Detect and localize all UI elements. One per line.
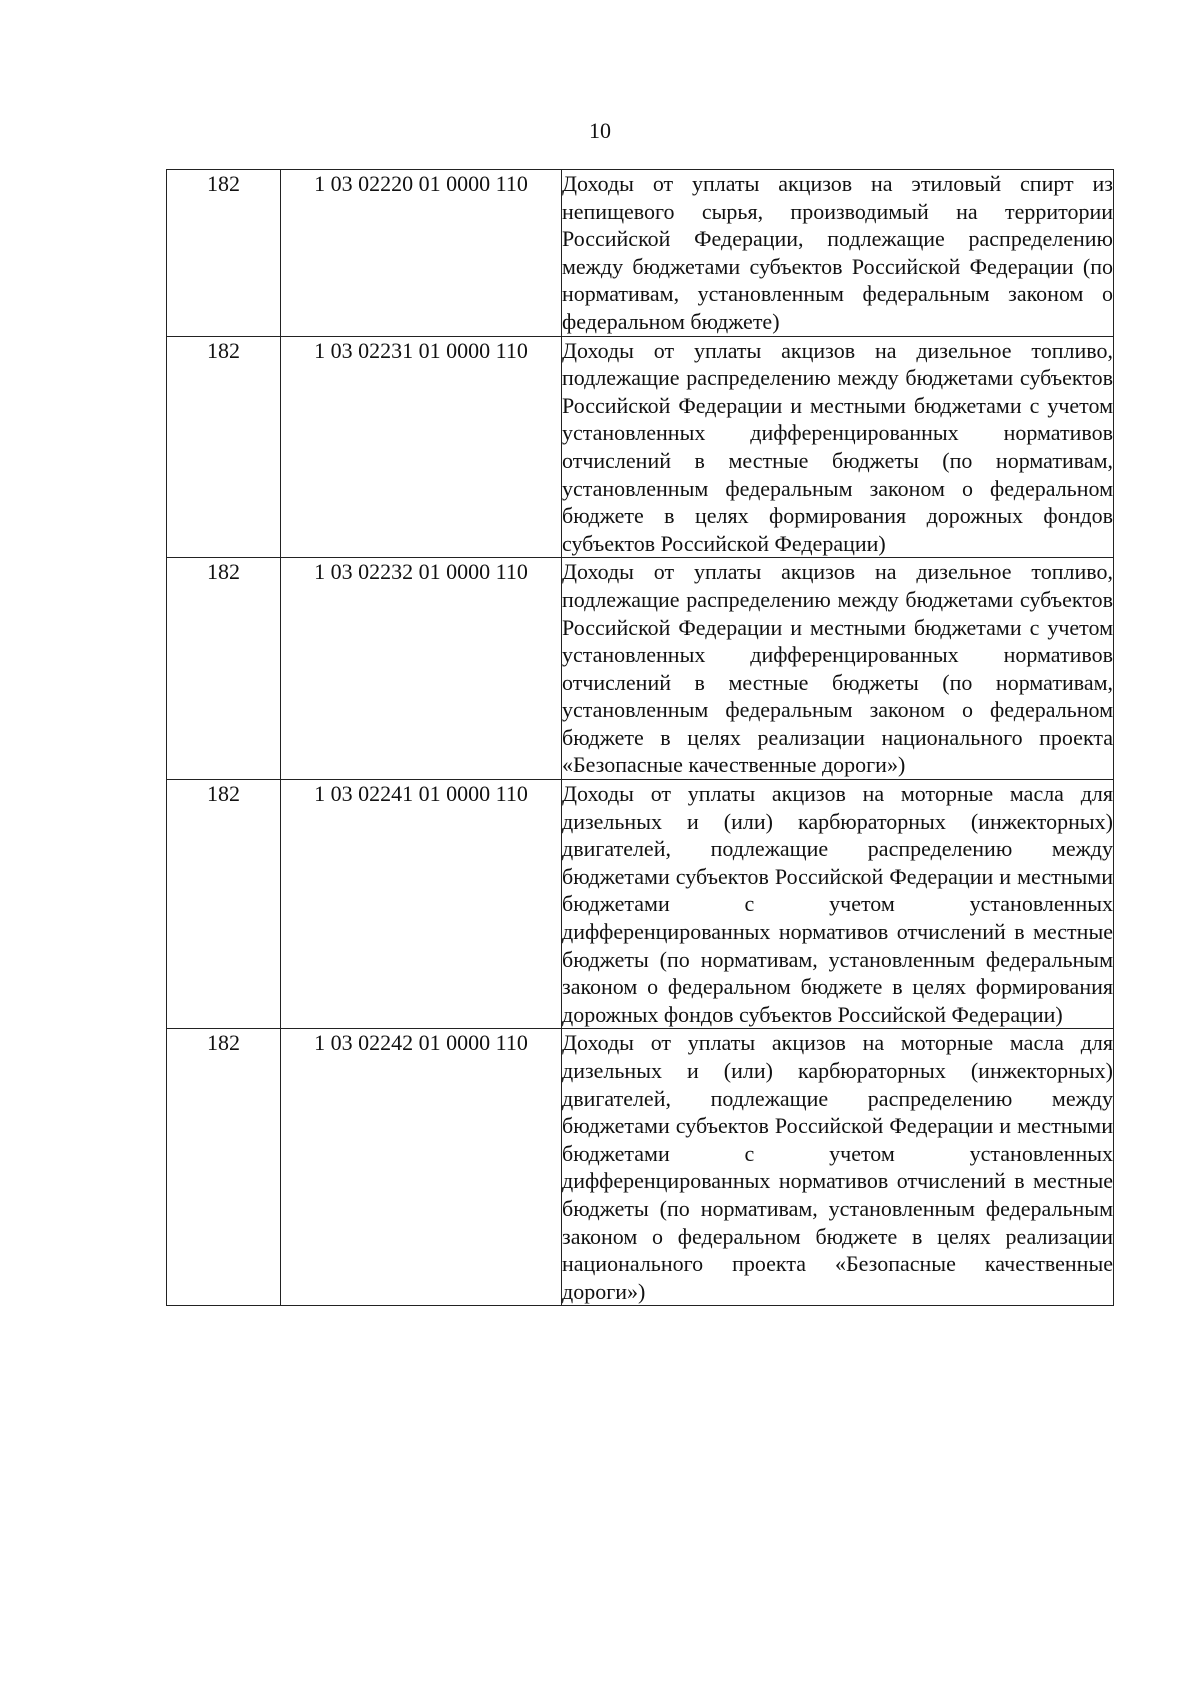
table-row	[167, 336, 1114, 558]
admin-code-cell: 182	[167, 1029, 281, 1306]
table-row	[167, 780, 1114, 1029]
budget-code-cell: 1 03 02220 01 0000 110	[281, 170, 562, 337]
description-cell: Доходы от уплаты акцизов на моторные масла для дизельных и (или) карбюраторных (инжекторных) двигателей, подлежащие распределению между бюджетами субъектов Российской Федерации и местными бюджетами с учетом установленных дифференцированных нормативов отчислений в местные бюджеты (по нормативам, установленным федеральным законом о федеральном бюджете в целях реализации национального проекта «Безопасные качественные дороги»)	[562, 1029, 1114, 1306]
description-cell: Доходы от уплаты акцизов на дизельное топливо, подлежащие распределению между бюджетами субъектов Российской Федерации и местными бюджетами с учетом установленных дифференцированных нормативов отчислений в местные бюджеты (по нормативам, установленным федеральным законом о федеральном бюджете в целях формирования дорожных фондов субъектов Российской Федерации)	[562, 336, 1114, 558]
description-cell: Доходы от уплаты акцизов на дизельное топливо, подлежащие распределению между бюджетами субъектов Российской Федерации и местными бюджетами с учетом установленных дифференцированных нормативов отчислений в местные бюджеты (по нормативам, установленным федеральным законом о федеральном бюджете в целях реализации национального проекта «Безопасные качественные дороги»)	[562, 558, 1114, 780]
admin-code-cell: 182	[167, 558, 281, 780]
budget-code-cell: 1 03 02241 01 0000 110	[281, 780, 562, 1029]
table-row	[167, 558, 1114, 780]
budget-code-cell: 1 03 02231 01 0000 110	[281, 336, 562, 558]
description-cell: Доходы от уплаты акцизов на этиловый спирт из непищевого сырья, производимый на территории Российской Федерации, подлежащие распределению между бюджетами субъектов Российской Федерации (по нормативам, установленным федеральным законом о федеральном бюджете)	[562, 170, 1114, 337]
admin-code-cell: 182	[167, 780, 281, 1029]
description-cell: Доходы от уплаты акцизов на моторные масла для дизельных и (или) карбюраторных (инжекторных) двигателей, подлежащие распределению между бюджетами субъектов Российской Федерации и местными бюджетами с учетом установленных дифференцированных нормативов отчислений в местные бюджеты (по нормативам, установленным федеральным законом о федеральном бюджете в целях формирования дорожных фондов субъектов Российской Федерации)	[562, 780, 1114, 1029]
table-row	[167, 170, 1114, 337]
budget-code-cell: 1 03 02232 01 0000 110	[281, 558, 562, 780]
admin-code-cell: 182	[167, 336, 281, 558]
table-row	[167, 1029, 1114, 1306]
page-number: 10	[589, 118, 611, 143]
admin-code-cell: 182	[167, 170, 281, 337]
budget-code-cell: 1 03 02242 01 0000 110	[281, 1029, 562, 1306]
revenue-codes-table	[166, 169, 1114, 1306]
